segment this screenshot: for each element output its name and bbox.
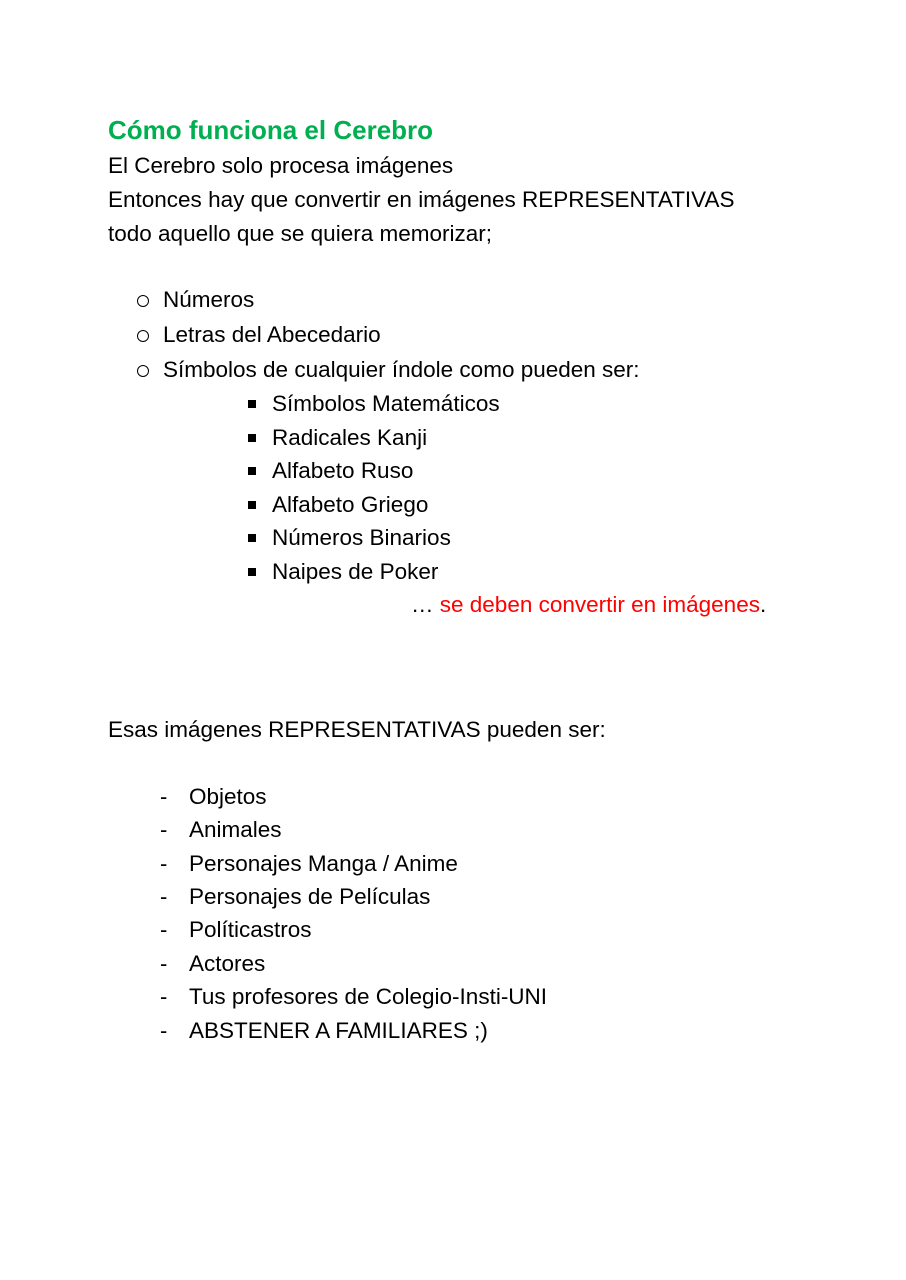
intro-line: El Cerebro solo procesa imágenes: [108, 153, 454, 178]
square-bullet-icon: [248, 534, 256, 542]
dash-bullet: -: [160, 917, 168, 942]
ellipsis: …: [411, 592, 434, 617]
sublist-item: Radicales Kanji: [272, 425, 428, 450]
dash-bullet: -: [160, 784, 168, 809]
sublist-item: Números Binarios: [272, 525, 451, 550]
sublist-item: Símbolos Matemáticos: [272, 391, 500, 416]
list-item: Personajes Manga / Anime: [189, 851, 458, 876]
sublist-item: Alfabeto Ruso: [272, 458, 414, 483]
dash-bullet: -: [160, 884, 168, 909]
square-bullet-icon: [248, 434, 256, 442]
dash-bullet: -: [160, 851, 168, 876]
intro-line: todo aquello que se quiera memorizar;: [108, 221, 492, 246]
dash-bullet: -: [160, 951, 168, 976]
dash-bullet: -: [160, 984, 168, 1009]
list-item: Políticastros: [189, 917, 312, 942]
square-bullet-icon: [248, 400, 256, 408]
intro-line: Entonces hay que convertir en imágenes REPRESENTATIVAS: [108, 187, 735, 212]
list-item: Objetos: [189, 784, 267, 809]
dash-bullet: -: [160, 817, 168, 842]
sublist-item: Naipes de Poker: [272, 559, 439, 584]
section-heading: Esas imágenes REPRESENTATIVAS pueden ser:: [108, 717, 606, 742]
circle-bullet-icon: [137, 330, 149, 342]
list-item: ABSTENER A FAMILIARES ;): [189, 1018, 488, 1043]
period: .: [759, 592, 767, 617]
list-item: Tus profesores de Colegio-Insti-UNI: [189, 984, 548, 1009]
circle-bullet-icon: [137, 295, 149, 307]
square-bullet-icon: [248, 467, 256, 475]
sublist-item: Alfabeto Griego: [272, 492, 429, 517]
dash-bullet: -: [160, 1018, 168, 1043]
list-item: Actores: [189, 951, 266, 976]
page-title: Cómo funciona el Cerebro: [108, 115, 434, 145]
list-item: Animales: [189, 817, 282, 842]
circle-bullet-icon: [137, 365, 149, 377]
highlight-text: se deben convertir en imágenes: [439, 592, 760, 617]
list-item: Personajes de Películas: [189, 884, 431, 909]
list-item: Números: [163, 287, 255, 312]
list-item: Letras del Abecedario: [163, 322, 381, 347]
list-item: Símbolos de cualquier índole como pueden ser:: [163, 357, 640, 382]
conclusion-line: [411, 590, 766, 620]
square-bullet-icon: [248, 568, 256, 576]
square-bullet-icon: [248, 501, 256, 509]
